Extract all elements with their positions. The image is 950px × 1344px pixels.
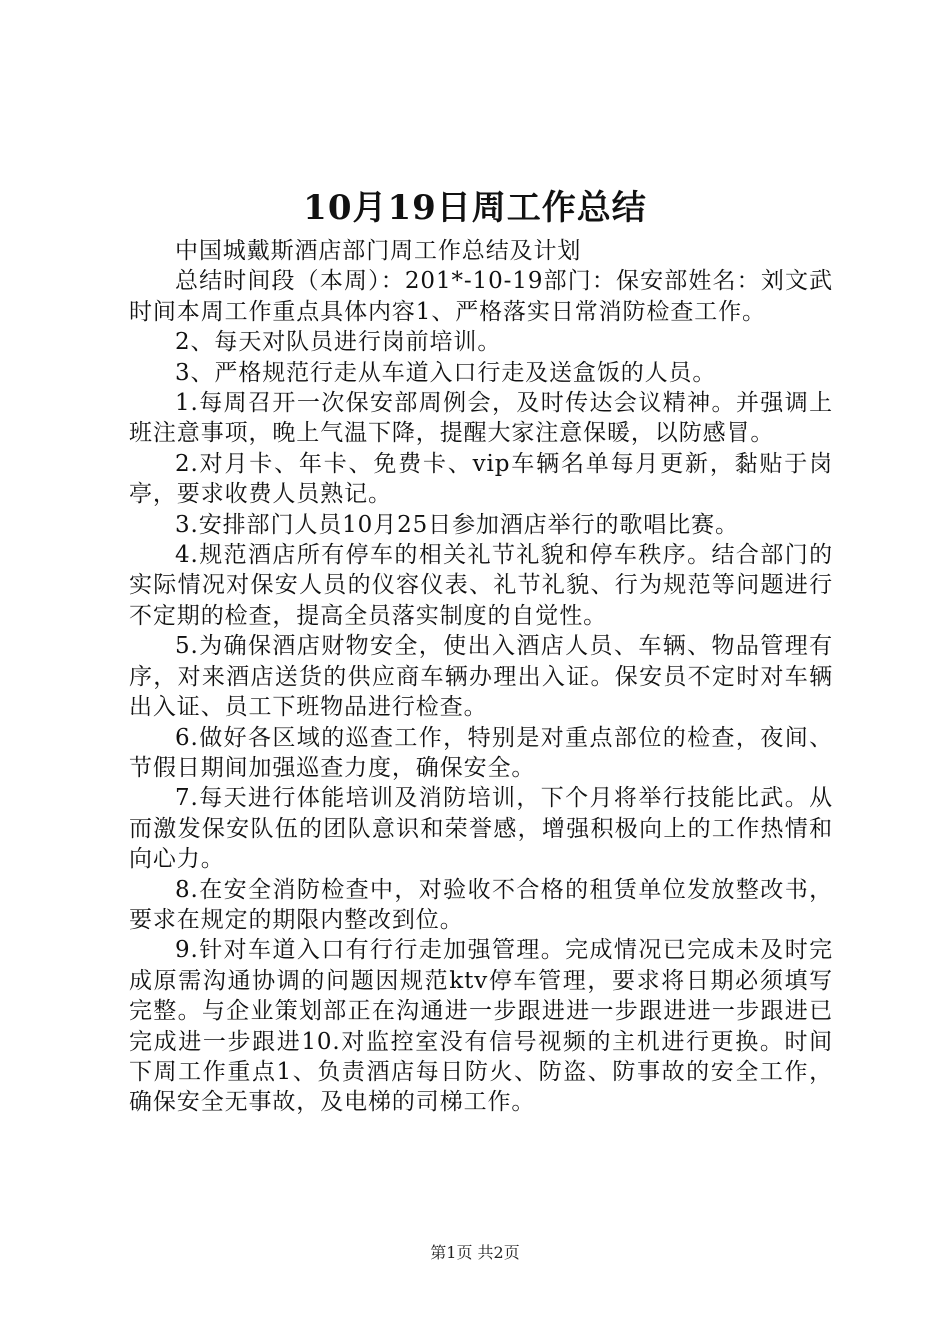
paragraph: 8.在安全消防检查中，对验收不合格的租赁单位发放整改书，要求在规定的期限内整改到位。 [129,876,833,933]
paragraph: 中国城戴斯酒店部门周工作总结及计划 [175,238,582,264]
paragraph: 2.对月卡、年卡、免费卡、vip车辆名单每月更新，黏贴于岗亭，要求收费人员熟记。 [129,450,833,508]
paragraph: 9.针对车道入口有行行走加强管理。完成情况已完成未及时完成原需沟通协调的问题因规范ktv停车管理，要求将日期必须填写完整。与企业策划部正在沟通进一步跟进进一步跟进进一步跟进已完成进一步跟进10.对监控室没有信号视频的主机进行更换。时间下周工作重点1、负责酒店每日防火、防盗、防事故的安全工作，确保安全无事故，及电梯的司梯工作。 [129,937,833,1116]
paragraph: 2、每天对队员进行岗前培训。 [175,329,502,356]
paragraph: 7.每天进行体能培训及消防培训，下个月将举行技能比武。从而激发保安队伍的团队意识和荣誉感，增强积极向上的工作热情和向心力。 [129,785,833,873]
paragraph: 总结时间段（本周）：201*-10-19部门：保安部姓名：刘文武时间本周工作重点具体内容1、严格落实日常消防检查工作。 [129,268,833,325]
page-number-footer: 第1页 共2页 [430,1243,520,1262]
paragraph: 3.安排部门人员10月25日参加酒店举行的歌唱比赛。 [175,511,739,538]
document-body [129,236,833,1118]
paragraph: 4.规范酒店所有停车的相关礼节礼貌和停车秩序。结合部门的实际情况对保安人员的仪容仪表、礼节礼貌、行为规范等问题进行不定期的检查，提高全员落实制度的自觉性。 [129,542,833,629]
paragraph: 6.做好各区域的巡查工作，特别是对重点部位的检查，夜间、节假日期间加强巡查力度，确保安全。 [129,724,833,781]
page-title: 10月19日周工作总结 [303,188,647,228]
paragraph: 1.每周召开一次保安部周例会，及时传达会议精神。并强调上班注意事项，晚上气温下降，提醒大家注意保暖，以防感冒。 [129,390,833,447]
paragraph: 5.为确保酒店财物安全，使出入酒店人员、车辆、物品管理有序，对来酒店送货的供应商车辆办理出入证。保安员不定时对车辆出入证、员工下班物品进行检查。 [129,633,833,721]
paragraph: 3、严格规范行走从车道入口行走及送盒饭的人员。 [175,359,717,386]
